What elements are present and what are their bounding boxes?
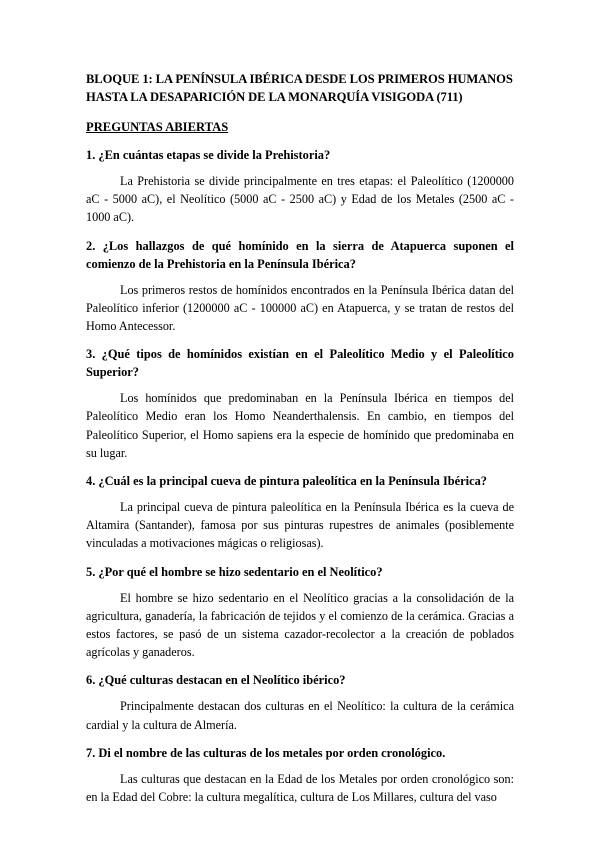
question-2: 2. ¿Los hallazgos de qué homínido en la sierra de Atapuerca suponen el comienzo de la Prehistoria en la Península Ibérica?	[86, 238, 514, 271]
question-block-5	[86, 563, 514, 662]
question-1: 1. ¿En cuántas etapas se divide la Prehistoria?	[86, 148, 331, 162]
question-block-2	[86, 237, 514, 336]
answer-2: Los primeros restos de homínidos encontrados en la Península Ibérica datan del Paleolítico inferior (1200000 aC - 100000 aC) en Atapuerca, y se tratan de restos del Homo Antecessor.	[86, 282, 514, 334]
question-block-4	[86, 472, 514, 553]
question-block-7	[86, 744, 514, 806]
question-6: 6. ¿Qué culturas destacan en el Neolítico ibérico?	[86, 673, 346, 688]
answer-6: Principalmente destacan dos culturas en el Neolítico: la cultura de la cerámica cardial y la cultura de Almería.	[86, 699, 514, 732]
section-heading: PREGUNTAS ABIERTAS	[86, 120, 229, 134]
answer-4: La principal cueva de pintura paleolítica en la Península Ibérica es la cueva de Altamira (Santander), famosa por sus pinturas rupestres de animales (posiblemente vinculadas a motivaciones mágicas o religiosas).	[86, 500, 514, 551]
question-5: 5. ¿Por qué el hombre se hizo sedentario en el Neolítico?	[86, 564, 383, 579]
question-block-3	[86, 345, 514, 462]
question-7: 7. Di el nombre de las culturas de los metales por orden cronológico.	[86, 745, 446, 760]
answer-1: La Prehistoria se divide principalmente en tres etapas: el Paleolítico (1200000 aC - 5000 aC), el Neolítico (5000 aC - 2500 aC) y Edad de los Metales (2500 aC - 1000 aC).	[86, 174, 514, 225]
document-title: BLOQUE 1: LA PENÍNSULA IBÉRICA DESDE LOS PRIMEROS HUMANOS HASTA LA DESAPARICIÓN DE LA MONARQUÍA VISIGODA (711)	[86, 72, 513, 104]
answer-3: Los homínidos que predominaban en la Península Ibérica en tiempos del Paleolítico Medio eran los Homo Neanderthalensis. En cambio, en tiempos del Paleolítico Superior, el Homo sapiens era la especie de homínido que predominaba en su lugar.	[86, 391, 514, 460]
question-block-6	[86, 671, 514, 733]
question-4: 4. ¿Cuál es la principal cueva de pintura paleolítica en la Península Ibérica?	[86, 474, 487, 489]
answer-7: Las culturas que destacan en la Edad de los Metales por orden cronológico son: en la Edad del Cobre: la cultura megalítica, cultura de Los Millares, cultura del vaso	[86, 771, 514, 805]
question-block-1	[86, 146, 514, 227]
question-3: 3. ¿Qué tipos de homínidos existían en el Paleolítico Medio y el Paleolítico Superior?	[86, 347, 514, 380]
answer-5: El hombre se hizo sedentario en el Neolítico gracias a la consolidación de la agricultura, ganadería, la fabricación de tejidos y el comienzo de la cerámica. Gracias a estos factores, se pasó de un sistema cazador-recolector a la creación de poblados agrícolas y ganaderos.	[86, 590, 514, 660]
